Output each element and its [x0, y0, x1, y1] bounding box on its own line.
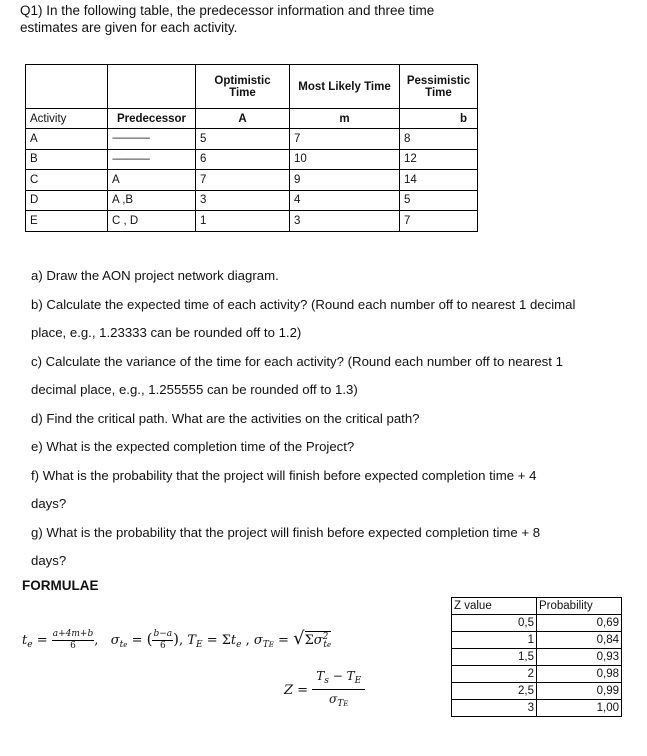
table-row	[26, 170, 478, 191]
probability-value: 0,98	[537, 666, 622, 683]
question-d: d) Find the critical path. What are the activities on the critical path?	[31, 410, 420, 426]
cell-m: 10	[290, 149, 400, 170]
formula-line1: $t_e$ = $\frac{a+4m+b}{6}$ , $\sigma_{te}$ = ( $\frac{b-a}{6}$ ), $T_E = \Sigma t_e$ , $\sigma_{TE} = √\Sigma\sigma^2_{te}$	[22, 628, 332, 651]
question-a: a) Draw the AON project network diagram.	[31, 268, 279, 283]
subheader-b: b	[400, 109, 478, 129]
activity-table	[25, 64, 478, 232]
cell-b: 7	[400, 211, 478, 232]
probability-value: 0,84	[537, 632, 622, 649]
subheader-m: m	[290, 109, 400, 129]
cell-m: 4	[290, 190, 400, 211]
probability-value: 0,99	[537, 683, 622, 700]
table-row	[26, 211, 478, 232]
cell-a: 5	[196, 129, 290, 150]
cell-b: 8	[400, 129, 478, 150]
probability-value: 1,00	[537, 700, 622, 717]
cell-b: 5	[400, 190, 478, 211]
cell-predecessor: C , D	[108, 211, 196, 232]
cell-activity: E	[26, 211, 108, 232]
subheader-a: A	[196, 109, 290, 129]
probability-value: 0,93	[537, 649, 622, 666]
z-table-row	[452, 615, 622, 632]
header-most-likely-time: Most Likely Time	[290, 65, 400, 109]
cell-predecessor: A ,B	[108, 190, 196, 211]
questions-list	[31, 262, 631, 576]
z-value: 2	[452, 666, 537, 683]
question-c-line2: decimal place, e.g., 1.255555 can be rounded off to 1.3)	[31, 382, 358, 397]
cell-predecessor: A	[108, 170, 196, 191]
z-table-header-row	[452, 598, 622, 615]
z-table-row	[452, 700, 622, 717]
cell-a: 7	[196, 170, 290, 191]
cell-m: 9	[290, 170, 400, 191]
question-f-line2: days?	[31, 496, 67, 511]
question-g-line2: days?	[31, 553, 67, 568]
cell-activity: B	[26, 149, 108, 170]
question-g-line1: g) What is the probability that the project will finish before expected completion time + 8	[31, 524, 541, 540]
cell-b: 12	[400, 149, 478, 170]
question-b-line2: place, e.g., 1.23333 can be rounded off to 1.2)	[31, 325, 302, 340]
question-c-line1: c) Calculate the variance of the time for each activity? (Round each number off to nearest 1	[31, 353, 563, 369]
formula-block	[22, 622, 442, 732]
z-value: 2,5	[452, 683, 537, 700]
z-value: 1,5	[452, 649, 537, 666]
cell-predecessor: ----------------	[108, 149, 196, 170]
table-row	[26, 190, 478, 211]
z-probability-table	[451, 597, 622, 717]
table-header-row	[26, 65, 478, 109]
z-value: 1	[452, 632, 537, 649]
table-subheader-row	[26, 109, 478, 129]
question-e: e) What is the expected completion time of the Project?	[31, 439, 355, 454]
question-b-line1: b) Calculate the expected time of each activity? (Round each number off to nearest 1 decimal	[31, 296, 576, 312]
cell-activity: D	[26, 190, 108, 211]
cell-a: 1	[196, 211, 290, 232]
question-title-line1: Q1) In the following table, the predecessor information and three time	[20, 3, 435, 18]
formula-line2: Z = $\frac{T_s - T_E}{\sigma_{TE}}$	[284, 668, 365, 713]
z-table-row	[452, 666, 622, 683]
header-pessimistic-time: Pessimistic Time	[400, 65, 478, 109]
subheader-predecessor: Predecessor	[108, 109, 196, 129]
subheader-activity: Activity	[26, 109, 108, 129]
z-value: 0,5	[452, 615, 537, 632]
question-title	[20, 2, 490, 36]
cell-m: 7	[290, 129, 400, 150]
table-row	[26, 149, 478, 170]
cell-b: 14	[400, 170, 478, 191]
header-optimistic-time: Optimistic Time	[196, 65, 290, 109]
table-row	[26, 129, 478, 150]
z-table-row	[452, 649, 622, 666]
cell-activity: A	[26, 129, 108, 150]
cell-a: 3	[196, 190, 290, 211]
question-f-line1: f) What is the probability that the project will finish before expected completion time + 4	[31, 467, 537, 483]
question-title-line2: estimates are given for each activity.	[20, 20, 238, 35]
z-table-row	[452, 632, 622, 649]
z-header: Z value	[452, 598, 537, 615]
cell-predecessor: ----------------	[108, 129, 196, 150]
cell-activity: C	[26, 170, 108, 191]
cell-a: 6	[196, 149, 290, 170]
z-table-row	[452, 683, 622, 700]
probability-header: Probability	[537, 598, 622, 615]
z-value: 3	[452, 700, 537, 717]
cell-m: 3	[290, 211, 400, 232]
formulae-heading: FORMULAE	[22, 578, 99, 593]
probability-value: 0,69	[537, 615, 622, 632]
